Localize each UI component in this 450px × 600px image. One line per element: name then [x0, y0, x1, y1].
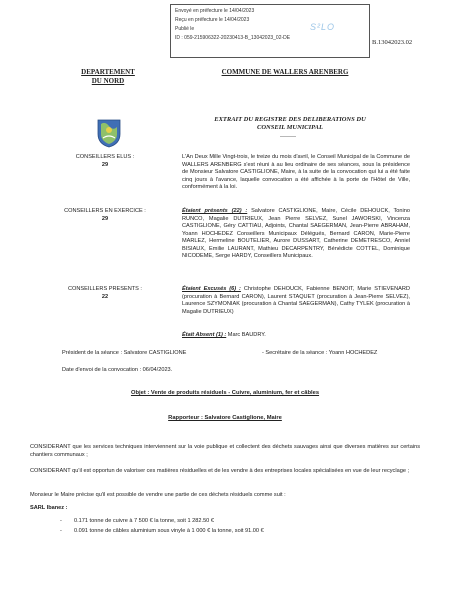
list-item: - 0.091 tonne de câbles aluminium sous vinyle à 1 000 € la tonne, soit 91.00 € [60, 528, 264, 534]
stamp-line-published: Publié le [175, 26, 195, 32]
intro-paragraph: L'An Deux Mille Vingt-trois, le treize du mois d'avril, le Conseil Municipal de la Commune de WALLERS ARENBERG s'est réuni à au lieu ordinaire de ses séances, sous la présidence de Monsieur Salvatore CASTIGLIONE, Maire, à la suite de la convocation qui lui a été faite cinq jours à l'avance, laquelle convocation a été affichée à la porte de l'Hôtel de Ville, conformément à la loi. [182, 154, 410, 190]
rapporteur-text: Rapporteur : Salvatore Castiglione, Maire [168, 415, 282, 421]
excuses-paragraph [182, 286, 410, 316]
sarl-heading: SARL Ibanez : [30, 505, 68, 511]
excuses-heading: Étaient Excusés (6) : [182, 286, 241, 292]
absent-heading: Était Absent (1) : [182, 332, 227, 338]
elus-label: CONSEILLERS ELUS : [75, 154, 135, 160]
extract-title-line-2: CONSEIL MUNICIPAL [257, 124, 323, 131]
considerant-paragraph-1: CONSIDERANT que les services techniques interviennent sur la voie publique et collectent des déchets sauvages ainsi que diverses matières sur certains chantiers communaux ; [30, 444, 420, 458]
absent-list: Marc BAUDRY. [226, 332, 266, 338]
elus-label-block [50, 154, 160, 169]
extract-divider: -------- [280, 134, 296, 140]
stamp-line-id: ID : 059-215906322-20230413-B_13042023_02-DE [175, 35, 291, 41]
deliberation-reference: B.13042023.02 [372, 39, 413, 46]
president-line: Président de la séance : Salvatore CASTIGLIONE [62, 350, 187, 356]
commune-heading: COMMUNE DE WALLERS ARENBERG [221, 68, 349, 76]
objet-heading [40, 390, 410, 396]
rapporteur-line [40, 415, 410, 421]
slo-logo: S²LO [309, 22, 335, 32]
convocation-date: Date d'envoi de la convocation : 06/04/2023. [62, 367, 173, 373]
stamp-line-sent: Envoyé en préfecture le 14/04/2023 [175, 8, 255, 14]
presents-label-block [50, 286, 160, 301]
extract-title [200, 116, 380, 132]
presents-count: 22 [101, 293, 109, 300]
department-heading [58, 68, 158, 86]
excuses-list: Christophe DEHOUCK, Fabienne BENOIT, Marie STIEVENARD (procuration à Bernard CARON), Laurent STAQUET (procuration à Jean-Pierre SELVEZ), Laurence SZYMONIAK (procuration à Chantal SAEGERMAN), Cathy TYLEK (procuration à Magalie DUTRIEUX) [182, 286, 410, 315]
exercice-count: 29 [101, 215, 109, 222]
objet-text: Objet : Vente de produits résiduels - Cuivre, aluminium, fer et câbles [130, 390, 320, 396]
stamp-line-received: Reçu en préfecture le 14/04/2023 [175, 17, 250, 23]
list-item: - 0.171 tonne de cuivre à 7 500 € la tonne, soit 1 282.50 € [60, 518, 214, 524]
presents-paragraph [182, 208, 410, 261]
extract-title-line-1: EXTRAIT DU REGISTRE DES DELIBERATIONS DU [214, 116, 366, 123]
coat-of-arms-icon [96, 118, 122, 148]
elus-count: 29 [101, 161, 109, 168]
department-line-1: DEPARTEMENT [81, 68, 135, 76]
department-line-2: DU NORD [91, 77, 125, 85]
exercice-label-block [50, 208, 160, 223]
presents-label: CONSEILLERS PRESENTS : [68, 286, 142, 292]
exercice-label: CONSEILLERS EN EXERCICE : [64, 208, 146, 214]
secretary-line: - Secrétaire de la séance : Yoann HOCHEDEZ [262, 350, 378, 356]
presents-heading: Étaient présents (22) : [182, 208, 248, 214]
transmission-stamp [170, 4, 370, 58]
considerant-paragraph-2: CONSIDERANT qu'il est opportun de valoriser ces matières résiduelles et de les vendre à des entreprises locales spécialisées en vue de leur recyclage ; [30, 468, 410, 474]
bullet-aluminium: 0.091 tonne de câbles aluminium sous vinyle à 1 000 € la tonne, soit 91.00 € [74, 528, 264, 534]
maire-statement: Monsieur le Maire précise qu'il est possible de vendre une partie de ces déchets résiduels comme suit : [30, 492, 286, 498]
presents-list: Salvatore CASTIGLIONE, Maire, Cécile DEHOUCK, Tonino RUNCO, Magalie DUTRIEUX, Jean Pierre SELVEZ, Sunel JAWORSKI, Vincenza CASTIGLIONE, Géry CATTIAU, Adjoints, Chantal SAEGERMAN, Jean-Pierre ABRAHAM, Yoann HOCHEDEZ Conseillers Municipaux Délégués, Bernard CARON, Marie-Pierre MARLEZ, Hermeline BOUTELIER, Aurore DUSSART, Catherine DEMETRESCO, Anniel BISIAUX, Emilie LAURANT, Mathieu DECARPENTRY, Bénédicte COTTEL, Dominique NICODEME, Serge HARDY, Conseillers Municipaux. [182, 208, 410, 259]
absent-paragraph [182, 332, 410, 340]
bullet-copper: 0.171 tonne de cuivre à 7 500 € la tonne, soit 1 282.50 € [74, 518, 214, 524]
